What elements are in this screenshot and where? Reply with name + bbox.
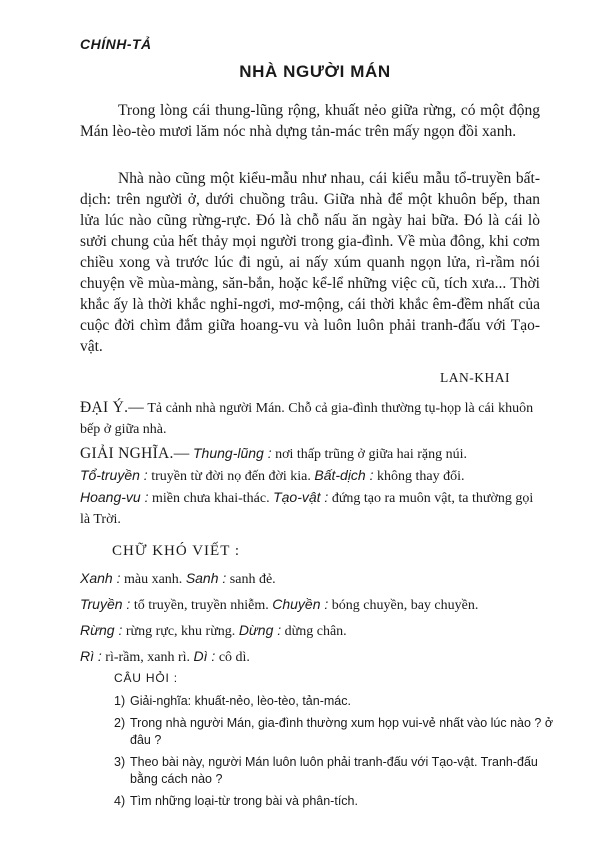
hard-word-example: rì-rầm, xanh rì. bbox=[105, 650, 191, 665]
question-number: 4) bbox=[114, 794, 126, 808]
hard-word: Rì : bbox=[80, 648, 102, 664]
glossary-label: GIẢI NGHĨA.— bbox=[80, 445, 190, 462]
question-item bbox=[114, 715, 554, 749]
glossary-term: Tổ-truyền : bbox=[80, 467, 148, 483]
hard-word: Xanh : bbox=[80, 570, 121, 586]
question-text: Trong nhà người Mán, gia-đình thường xum họp vui-vẻ nhất vào lúc nào ? ở đâu ? bbox=[130, 716, 554, 747]
glossary-line bbox=[80, 487, 540, 530]
questions-list bbox=[114, 693, 554, 815]
main-idea bbox=[80, 397, 540, 440]
section-label: CHÍNH-TẢ bbox=[80, 36, 152, 52]
question-item bbox=[114, 693, 554, 710]
hard-word: Dì : bbox=[193, 648, 216, 664]
hard-word: Dừng : bbox=[238, 622, 282, 638]
hard-word-example: màu xanh. bbox=[123, 572, 183, 587]
questions-title: CÂU HỎI : bbox=[114, 671, 178, 685]
question-item bbox=[114, 793, 554, 810]
main-idea-text: Tả cảnh nhà người Mán. Chỗ cả gia-đình thường tụ-họp là cái khuôn bếp ở giữa nhà. bbox=[80, 401, 534, 437]
hard-word: Sanh : bbox=[185, 570, 227, 586]
hard-words-row bbox=[80, 644, 550, 670]
glossary-term: Hoang-vu : bbox=[80, 489, 149, 505]
question-item bbox=[114, 754, 554, 788]
glossary-term: Tạo-vật : bbox=[273, 489, 329, 505]
glossary-definition: không thay đổi. bbox=[377, 469, 465, 484]
glossary-term: Bất-dịch : bbox=[314, 467, 374, 483]
author-name: LAN-KHAI bbox=[440, 370, 510, 385]
glossary-definition: miền chưa khai-thác. bbox=[151, 491, 270, 506]
glossary bbox=[80, 443, 540, 530]
glossary-line bbox=[80, 465, 540, 487]
hard-words-row bbox=[80, 592, 550, 618]
glossary-definition: truyền từ đời nọ đến đời kia. bbox=[151, 469, 311, 484]
paragraph-text: Trong lòng cái thung-lũng rộng, khuất nẻo giữa rừng, có một động Mán lèo-tèo mươi lăm nóc nhà dựng tản-mác trên mấy ngọn đồi xanh. bbox=[80, 102, 540, 140]
glossary-line bbox=[80, 443, 540, 465]
hard-words-list bbox=[80, 566, 550, 670]
question-text: Giải-nghĩa: khuất-nẻo, lèo-tèo, tản-mác. bbox=[130, 694, 351, 708]
main-idea-label: ĐẠI Ý.— bbox=[80, 399, 145, 416]
hard-word-example: sanh đẻ. bbox=[229, 572, 276, 587]
hard-word: Rừng : bbox=[80, 622, 123, 638]
glossary-definition: đứng tạo ra muôn vật, ta thường gọi là Trời. bbox=[80, 491, 534, 527]
hard-word-example: dừng chân. bbox=[284, 624, 347, 639]
glossary-term: Thung-lũng : bbox=[193, 445, 272, 461]
question-number: 1) bbox=[114, 694, 126, 708]
hard-word-example: rừng rực, khu rừng. bbox=[125, 624, 236, 639]
hard-word-example: tổ truyền, truyền nhiễm. bbox=[133, 598, 269, 613]
lesson-title: NHÀ NGƯỜI MÁN bbox=[239, 62, 391, 81]
paragraph-text: Nhà nào cũng một kiểu-mẫu như nhau, cái kiểu mẫu tổ-truyền bất-dịch: trên người ở, dưới chuồng trâu. Giữa nhà để một khuôn bếp, than lửa lúc nào cũng rừng-rực. Đó là chỗ nấu ăn ngày hai bữa. Đó là cái lò sưởi chung của hết thảy mọi người trong gia-đình. Về mùa đông, khi cơm chiều xong và trước lúc đi ngủ, ai nấy xúm quanh ngọn lửa, rì-rầm nói chuyện về mùa-màng, săn-bắn, hoặc kể-lể những việc cũ, tích xưa... Thời khắc ấy là thời khắc nghỉ-ngơi, mơ-mộng, cái thời khắc êm-đềm nhất của cuộc đời chìm đắm giữa hoang-vu và luôn luôn phải tranh-đấu với Tạo-vật. bbox=[80, 170, 540, 355]
hard-words-row bbox=[80, 618, 550, 644]
question-number: 2) bbox=[114, 716, 126, 730]
hard-word: Truyền : bbox=[80, 596, 131, 612]
hard-words-row bbox=[80, 566, 550, 592]
hard-word: Chuyền : bbox=[272, 596, 329, 612]
hard-word-example: cô dì. bbox=[218, 650, 250, 665]
passage-paragraph-1 bbox=[80, 100, 540, 142]
question-number: 3) bbox=[114, 755, 126, 769]
passage-paragraph-2 bbox=[80, 168, 540, 357]
hard-word-example: bóng chuyền, bay chuyền. bbox=[331, 598, 479, 613]
hard-words-title: CHỮ KHÓ VIẾT : bbox=[112, 543, 241, 559]
question-text: Tìm những loại-từ trong bài và phân-tích. bbox=[130, 794, 358, 808]
question-text: Theo bài này, người Mán luôn luôn phải tranh-đấu với Tạo-vật. Tranh-đấu bằng cách nào ? bbox=[130, 755, 538, 786]
glossary-definition: nơi thấp trũng ở giữa hai rặng núi. bbox=[275, 447, 468, 462]
